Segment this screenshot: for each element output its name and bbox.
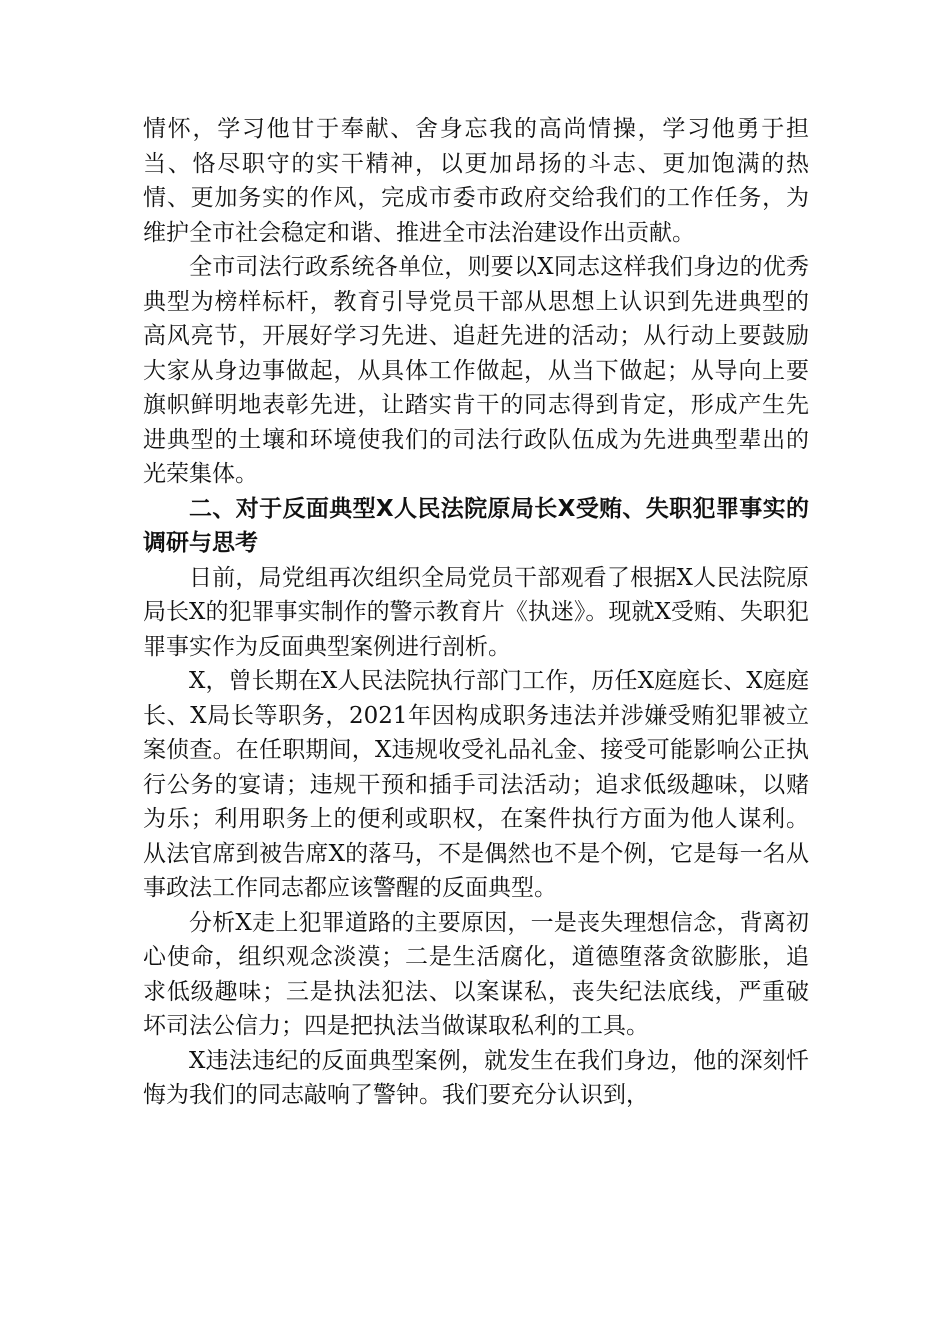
section-heading: 二、对于反面典型X人民法院原局长X受贿、失职犯罪事实的调研与思考 <box>143 495 809 556</box>
paragraph-4: X，曾长期在X人民法院执行部门工作，历任X庭庭长、X庭庭长、X局长等职务，2021年因构成职务违法并涉嫌受贿犯罪被立案侦查。在任职期间，X违规收受礼品礼金、接受可能影响公正执行公务的宴请；违规干预和插手司法活动；追求低级趣味，以赌为乐；利用职务上的便利或职权，在案件执行方面为他人谋利。从法官席到被告席X的落马，不是偶然也不是个例，它是每一名从事政法工作同志都应该警醒的反面典型。 <box>143 668 809 901</box>
paragraph-5: 分析X走上犯罪道路的主要原因，一是丧失理想信念，背离初心使命，组织观念淡漠；二是生活腐化，道德堕落贪欲膨胀，追求低级趣味；三是执法犯法、以案谋私，丧失纪法底线，严重破坏司法公信力；四是把执法当做谋取私利的工具。 <box>143 909 809 1039</box>
paragraph-2: 全市司法行政系统各单位，则要以X同志这样我们身边的优秀典型为榜样标杆，教育引导党员干部从思想上认识到先进典型的高风亮节，开展好学习先进、追赶先进的活动；从行动上要鼓励大家从身边事做起，从具体工作做起，从当下做起；从导向上要旗帜鲜明地表彰先进，让踏实肯干的同志得到肯定，形成产生先进典型的土壤和环境使我们的司法行政队伍成为先进典型辈出的光荣集体。 <box>143 254 809 487</box>
paragraph-3: 日前，局党组再次组织全局党员干部观看了根据X人民法院原局长X的犯罪事实制作的警示教育片《执迷》。现就X受贿、失职犯罪事实作为反面典型案例进行剖析。 <box>143 564 809 660</box>
document-page <box>143 112 809 1113</box>
paragraph-1: 情怀，学习他甘于奉献、舍身忘我的高尚情操，学习他勇于担当、恪尽职守的实干精神，以更加昂扬的斗志、更加饱满的热情、更加务实的作风，完成市委市政府交给我们的工作任务，为维护全市社会稳定和谐、推进全市法治建设作出贡献。 <box>143 116 809 246</box>
paragraph-6: X违法违纪的反面典型案例，就发生在我们身边，他的深刻忏悔为我们的同志敲响了警钟。我们要充分认识到， <box>143 1047 809 1108</box>
